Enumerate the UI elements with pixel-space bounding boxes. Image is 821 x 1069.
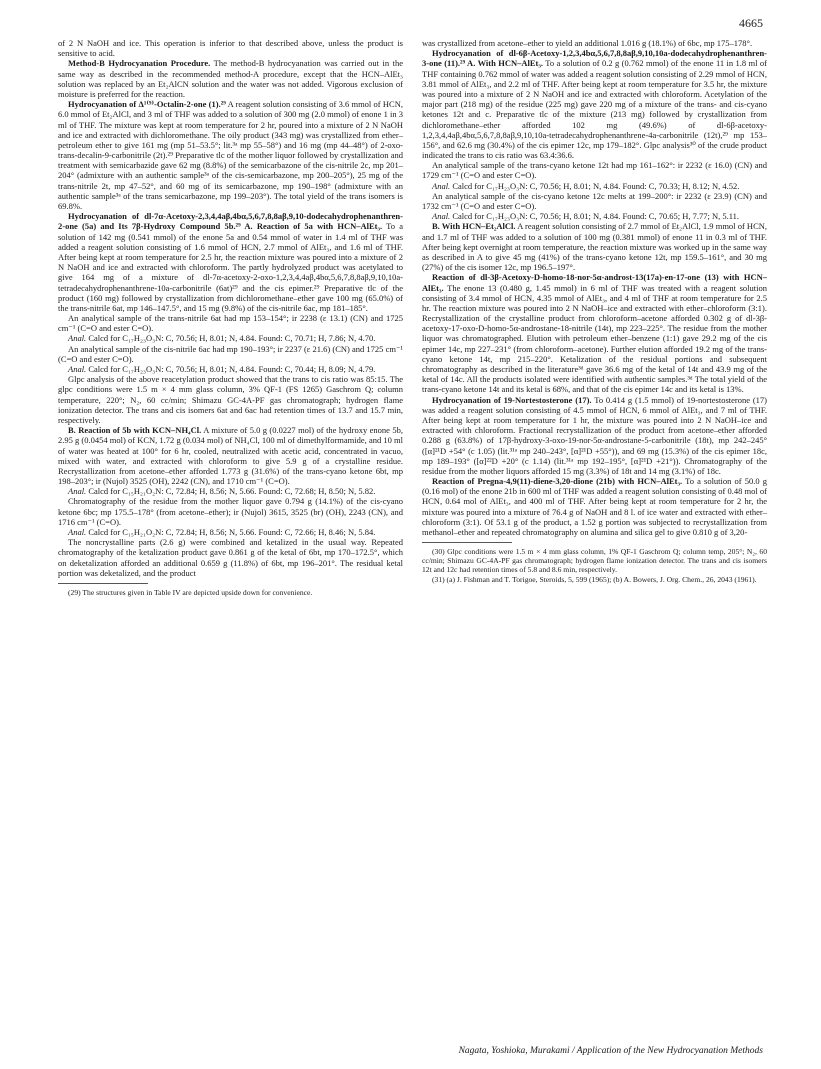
section-heading: Hydrocyanation of Δ¹⁽⁹⁾-Octalin-2-one (1).²⁹ (68, 99, 226, 110)
paragraph (422, 476, 767, 537)
paragraph-text: To a solution of 50.0 g (0.16 mol) of the enone 21b in 600 ml of THF was added a reagent solution consisting of 0.48 mol of HCN, 0.64 mol of AlEt₃, and 400 ml of THF. After being kept at room temperature for 2 hr, the mixture was poured into a mixture of 76.4 g of NaOH and 8 l. of ice water and extracted with ether–chloroform (3:1). Of 53.1 g of the product, a 1.52 g portion was subjected to recrystallization from methanol–ether and repeated chromatography on alumina and silica gel to give 0.810 g of 3,20- (422, 476, 767, 537)
paragraph-text: Calcd for C₁₇H₂₃O₃N: C, 70.56; H, 8.01; N, 4.84. Found: C, 70.65; H, 7.77; N, 5.11. (450, 211, 740, 222)
analysis-label: Anal. (432, 180, 451, 191)
paragraph-text: The enone 13 (0.480 g, 1.45 mmol) in 6 ml of THF was treated with a reagent solution consisting of 3.4 mmol of HCN, 4.35 mmol of AlEt₃, and 4 ml of THF at room temperature for 2.5 hr. The reaction mixture was poured into 2 N NaOH–ice and extracted with ether–chloroform (3:1). Recrystallization of the crystalline product from chloroform–acetone afforded 0.302 g of dl-3β-acetoxy-17-oxo-D-homo-5α-androstane-18-nitrile (14t), mp 223–225°. The residue from the mother liquor was chromatographed. Elution with petroleum ether–benzene (1:1) gave 29.2 mg of the cis epimer 14c, mp 227–231° (from chloroform–acetone). Further elution afforded 19.2 mg of the trans-cyano ketone 14t, mp 215–220°. Ketalization of the residual portions and subsequent chromatography as described in the literature³ᵈ gave 36.6 mg of the ketal of 14t and 43.9 mg of the ketal of 14c. All the products isolated were identified with authentic samples.³ᵈ The total yield of the trans-cyano ketone 14t and its ketal is 68%, and that of the cis epimer 14c and its ketal is 13%. (422, 282, 767, 395)
paragraph (58, 333, 403, 343)
paragraph-text: Glpc analysis of the above reacetylation product showed that the trans to cis ratio was 85:15. The glpc conditions were 1.5 m × 4 mm glass column, 3% QF-1 (FS 1265) Gaschrom Q; column temperature, 220°; N₂, 60 cc/min; Shimazu GC-4A-PF gas chromatograph; hydrogen flame ionization detector. The trans and cis isomers 6at and 6ac had retention times of 13.7 and 15.7 min, respectively. (58, 374, 403, 425)
paragraph (58, 99, 403, 211)
paragraph-text: The method-B hydrocyanation was carried out in the same way as described in the recommended method-A procedure, except that the HCN–AlEt₃ solution was replaced by an Et₂AlCN solution and the water was not added. Vigorous exclusion of moisture is preferred for the reaction. (58, 58, 403, 99)
paragraph (58, 313, 403, 333)
paragraph (58, 38, 403, 58)
paragraph-text: The noncrystalline parts (2.6 g) were combined and ketalized in the usual way. Repeated chromatography of the ketalization product gave 0.861 g of the ketal of 6bt, mp 170–172.5°, which on deketalization afforded an additional 0.659 g (11.8%) of 6bt, mp 196–201°. The residual ketal portion was deketalized, and the product (58, 537, 403, 578)
right-column-body (422, 38, 767, 537)
analysis-label: Anal. (68, 486, 87, 497)
analysis-label: Anal. (68, 364, 87, 374)
analysis-label: Anal. (68, 333, 87, 344)
paragraph (422, 395, 767, 477)
paragraph (422, 211, 767, 221)
paragraph (422, 160, 767, 180)
analysis-label: Anal. (432, 211, 451, 222)
footnote-29: (29) The structures given in Table IV are depicted upside down for convenience. (68, 587, 313, 597)
page-number: 4665 (739, 16, 763, 30)
running-footer: Nagata, Yoshioka, Murakami / Application of the New Hydrocyanation Methods (458, 1046, 763, 1056)
paragraph-text: Calcd for C₁₅H₂₁O₂N: C, 72.84; H, 8.56; N, 5.66. Found: C, 72.68; H, 8.50; N, 5.82. (86, 486, 376, 497)
paragraph (58, 58, 403, 99)
analysis-label: Anal. (68, 527, 87, 537)
paragraph-text: Calcd for C₁₇H₂₃O₃N: C, 70.56; H, 8.01; N, 4.84. Found: C, 70.44; H, 8.09; N, 4.79. (86, 364, 376, 374)
paragraph-text: Calcd for C₁₇H₂₃O₃N: C, 70.56; H, 8.01; N, 4.84. Found: C, 70.71; H, 7.86; N, 4.70. (86, 333, 376, 344)
paragraph-text: To a solution of 142 mg (0.541 mmol) of the enone 5a and 0.54 mmol of water in 1.4 ml of THF was added a reagent solution consisting of 1.6 mmol of HCN, 2.7 mmol of AlEt₃, and 1.6 ml of THF. After being kept at room temperature for 2.5 hr, the reaction mixture was poured into a mixture of 2 N NaOH and ice and extracted with chloroform. The partly hydrolyzed product was acetylated to give 164 mg of a mixture of dl-7α-acetoxy-2-oxo-1,2,3,4,4aβ,4bα,5,6,7,8,8aβ,9,10,10a-tetradecahydrophenanthrene-10a-carbonitrile (6at)²⁹ and the cis epimer.²⁹ Preparative tlc of the product (160 mg) followed by crystallization from dichloromethane–ether gave 100 mg (65.0%) of the trans-nitrile 6at, mp 146–147.5°, and 15 mg (9.8%) of the cis-nitrile 6ac, mp 181–185°. (58, 221, 403, 313)
paragraph (422, 272, 767, 394)
section-heading: Reaction of Pregna-4,9(11)-diene-3,20-dione (21b) with HCN–AlEt₃. (432, 476, 683, 487)
section-heading: Hydrocyanation of dl-6β-Acetoxy-1,2,3,4bα,5,6,7,8,8aβ,9,10,10a-dodecahydrophenanthren-3-one (11).²⁹ A. With HCN–AlEt₃. (422, 48, 767, 69)
right-column (422, 38, 767, 584)
paragraph-text: A reagent solution consisting of 2.7 mmol of Et₂AlCl, 1.9 mmol of HCN, and 1.7 ml of THF was added to a solution of 100 mg (0.381 mmol) of enone 11 in 0.3 ml of THF. After being kept overnight at room temperature, the reaction mixture was worked up in the same way as described in A to give 45 mg (41%) of the trans-cyano ketone 12t, mp 159.5–161°, and 30 mg (27%) of the cis isomer 12c, mp 196.5–197°. (422, 221, 768, 273)
left-column (58, 38, 403, 597)
paragraph (58, 486, 403, 496)
paragraph-text: A mixture of 5.0 g (0.0227 mol) of the hydroxy enone 5b, 2.95 g (0.0454 mol) of KCN, 1.72 g (0.034 mol) of NH₄Cl, 100 ml of dimethylformamide, and 10 ml of water was heated at 100° for 6 hr, cooled, neutralized with acetic acid, concentrated in vacuo, mixed with water, and extracted with chloroform to give 5.9 g of a crystalline residue. Recrystallization from acetone–ether afforded 1.773 g (31.6%) of the trans-cyano ketone 6bt, mp 198–203°; ir (Nujol) 3525 (OH), 2242 (CN), and 1710 cm⁻¹ (C=O). (58, 425, 404, 487)
section-heading: Hydrocyanation of 19-Nortestosterone (17). (432, 394, 592, 405)
section-heading: Hydrocyanation of dl-7α-Acetoxy-2,3,4,4aβ,4bα,5,6,7,8,8aβ,9,10-dodecahydrophenanthren-2-one (5a) and Its 7β-Hydroxy Compound 5b.²⁹ A. Reaction of 5a with HCN–AlEt₃. (58, 211, 403, 232)
paragraph (422, 191, 767, 211)
paragraph-text: An analytical sample of the cis-nitrile 6ac had mp 190–193°; ir 2237 (ε 21.6) (CN) and 1725 cm⁻¹ (C=O and ester C=O). (58, 343, 403, 364)
section-heading: B. Reaction of 5b with KCN–NH₄Cl. (68, 425, 202, 436)
paragraph-text: A reagent solution consisting of 3.6 mmol of HCN, 6.0 mmol of Et₂AlCl, and 3 ml of THF was added to a solution of 300 mg (2.0 mmol) of enone 1 in 3 ml of THF. The mixture was kept at room temperature for 2 hr, poured into a mixture of 2 N NaOH and ice and extracted with dichloromethane. The oily product (343 mg) was crystallized from ether–petroleum ether to give 161 mg (mp 51–53.5°; lit.³ᵃ mp 55–58°) and 16 mg (mp 44–48°) of 2-oxo-trans-decalin-9-carbonitrile (2t).²⁹ Preparative tlc of the mother liquor followed by crystallization and treatment with semicarbazide gave 62 mg (8.8%) of the semicarbazone of the cis-nitrile 2c, mp 201–204° (admixture with an authentic sample³ᵃ of the cis-semicarbazone, mp 200–205°), 25 mg of the trans-nitrile 2t, mp 47–52°, and 60 mg of its semicarbazone, mp 190–198° (admixture with an authentic sample³ᵃ of the trans semicarbazone, mp 199–203°). The total yield of the trans isomers is 69.8%. (58, 99, 403, 211)
section-heading: Reaction of dl-3β-Acetoxy-D-homo-18-nor-5α-androst-13(17a)-en-17-one (13) with HCN–AlEt₃. (422, 272, 767, 293)
paragraph-text: was crystallized from acetone–ether to yield an additional 1.016 g (18.1%) of 6bc, mp 175–178°. (422, 38, 753, 48)
paragraph (58, 364, 403, 374)
section-heading: Method-B Hydrocyanation Procedure. (68, 58, 211, 69)
paragraph-text: of 2 N NaOH and ice. This operation is inferior to that described above, unless the product is sensitive to acid. (58, 38, 403, 59)
paragraph (58, 425, 403, 486)
paragraph-text: An analytical sample of the trans-nitrile 6at had mp 153–154°; ir 2238 (ε 13.1) (CN) and 1725 cm⁻¹ (C=O and ester C=O). (58, 313, 403, 334)
paragraph (58, 374, 403, 425)
paragraph-text: To 0.414 g (1.5 mmol) of 19-nortestosterone (17) was added a reagent solution consisting of 4.5 mmol of HCN, 6 mmol of AlEt₃, and 7 ml of THF. After being kept at room temperature for 1 hr, the mixture was poured into 2 N NaOH–ice and extracted with chloroform. Fractional recrystallization of the product from acetone–ether afforded 0.288 g (63.8%) of 17β-hydroxy-3-oxo-19-nor-5α-androstane-5-carbonitrile (18t), mp 242–245° ([α]²¹D +54° (c 1.05) (lit.³¹ᵃ mp 240–243°, [α]²¹D +55°)), and 69 mg (15.3%) of the cis epimer 18c, mp 189–193° ([α]²²D +20° (c 1.14) (lit.³¹ᵃ mp 192–195°, [α]²¹D +21°)). Chromatography of the residue from the mother liquors afforded 15 mg (3.3%) of 18t and 14 mg (3.1%) of 18c. (422, 394, 767, 476)
footnote-rule (58, 583, 148, 584)
paragraph-text: Calcd for C₁₅H₂₁O₂N: C, 72.84; H, 8.56; N, 5.66. Found: C, 72.66; H, 8.46; N, 5.84. (86, 527, 376, 537)
section-heading: B. With HCN–Et₂AlCl. (432, 221, 516, 232)
paragraph-text: An analytical sample of the cis-cyano ketone 12c melts at 199–200°: ir 2232 (ε 23.9) (CN) and 1732 cm⁻¹ (C=O and ester C=O). (422, 190, 767, 211)
paragraph (422, 38, 767, 48)
paragraph-text: To a solution of 0.2 g (0.762 mmol) of the enone 11 in 1.8 ml of THF containing 0.762 mmol of water was added a reagent solution consisting of 2.29 mmol of HCN, 3.81 mmol of AlEt₃, and 2.2 ml of THF. After being kept at room temperature for 3.5 hr, the mixture was poured into a mixture of 2 N NaOH and ice and extracted with chloroform. Acetylation of the major part (218 mg) of the residue (225 mg) gave 220 mg of a mixture of the trans- and cis-cyano ketones 12t and c. Preparative tlc of the mixture (213 mg) followed by crystallization from dichloromethane–ether afforded 102 mg (49.6%) of dl-6β-acetoxy-1,2,3,4,4aβ,4bα,5,6,7,8,8aβ,9,10,10a-tetradecahydrophenanthrene-4a-carbonitrile (12t),²⁹ mp 153–156°, and 62.6 mg (30.4%) of the cis epimer 12c, mp 179–182°. Glpc analysis³⁰ of the crude product indicated the trans to cis ratio was 63.4:36.6. (422, 58, 768, 161)
footnote-rule (422, 542, 512, 543)
paragraph (58, 527, 403, 537)
paragraph (58, 537, 403, 578)
paragraph (422, 181, 767, 191)
paragraph (422, 48, 767, 160)
paragraph (58, 344, 403, 364)
paragraph (58, 496, 403, 527)
paragraph-text: Calcd for C₁₇H₂₃O₃N: C, 70.56; H, 8.01; N, 4.84. Found: C, 70.33; H, 8.12; N, 4.52. (450, 180, 740, 191)
paragraph (58, 211, 403, 313)
paragraph-text: An analytical sample of the trans-cyano ketone 12t had mp 161–162°: ir 2232 (ε 16.0) (CN) and 1729 cm⁻¹ (C=O and ester C=O). (422, 160, 767, 181)
footnote-31: (31) (a) J. Fishman and T. Torigoe, Steroids, 5, 599 (1965); (b) A. Bowers, J. Org. Chem., 26, 2043 (1961). (432, 574, 757, 584)
footnote-30: (30) Glpc conditions were 1.5 m × 4 mm glass column, 1% QF-1 Gaschrom Q; column temp, 205°; N₂, 60 cc/min; Shimazu GC-4A-PF gas chromatograph; hydrogen flame ionization detector. The trans and cis isomers 12t and 12c had retention times of 5.8 and 8.6 min, respectively. (422, 547, 767, 575)
paragraph-text: Chromatography of the residue from the mother liquor gave 0.794 g (14.1%) of the cis-cyano ketone 6bc; mp 175.5–178° (from acetone–ether); ir (Nujol) 3615, 3525 (br) (OH), 2243 (CN), and 1716 cm⁻¹ (C=O). (58, 496, 403, 527)
paragraph (422, 221, 767, 272)
left-column-body (58, 38, 403, 578)
